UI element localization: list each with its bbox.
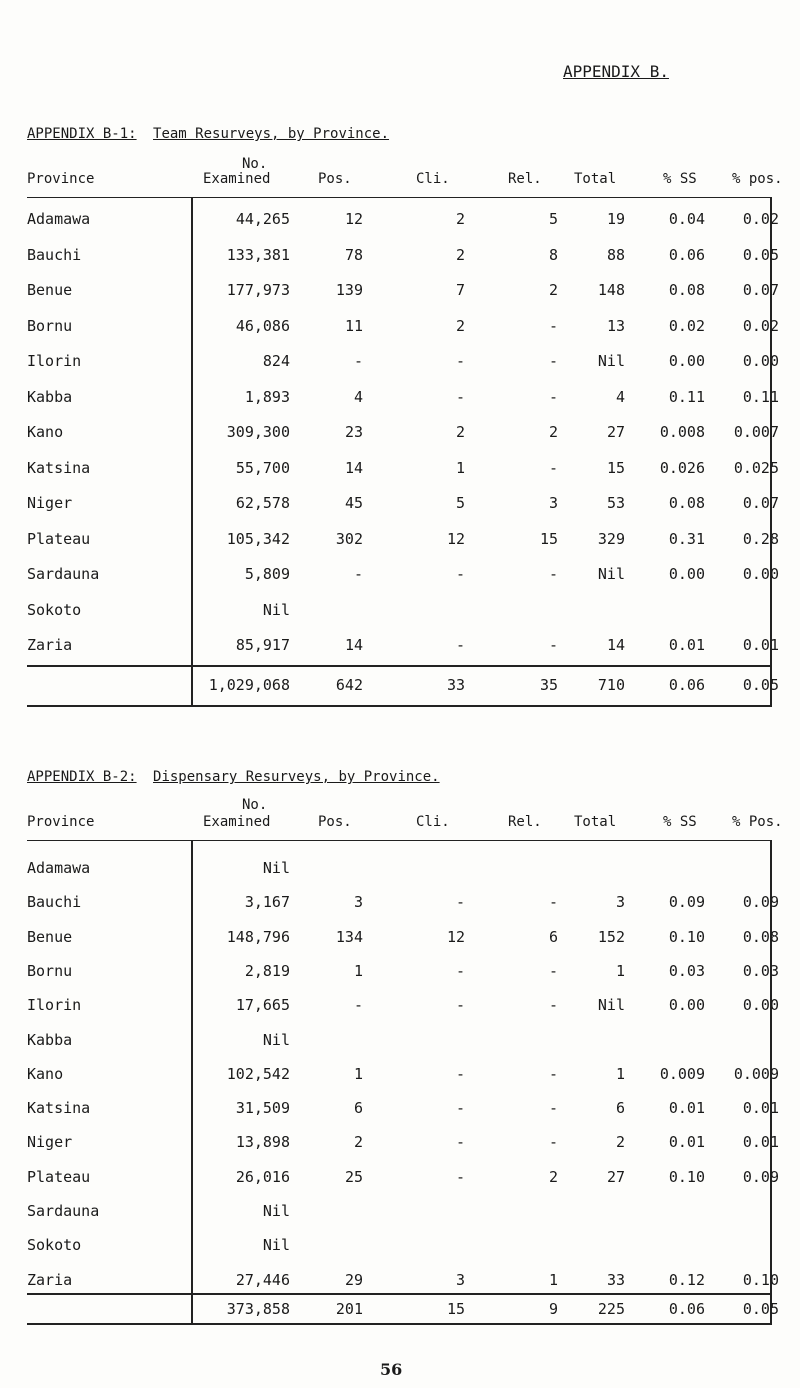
table-row <box>0 459 800 483</box>
table-row <box>0 996 800 1020</box>
cli-count: - <box>455 1064 465 1083</box>
total-count: 3 <box>615 893 625 912</box>
table-row <box>0 388 800 412</box>
province-name: Bauchi <box>27 245 82 264</box>
appendix-heading: APPENDIX B. <box>563 62 669 81</box>
examined-count: 85,917 <box>235 636 290 654</box>
table-row <box>0 1031 800 1055</box>
col-pos-header-2: Pos. <box>318 814 352 830</box>
table-row <box>0 352 800 376</box>
examined-count: 148,796 <box>226 927 290 946</box>
total-count: 4 <box>615 387 625 406</box>
cli-count: - <box>455 961 465 980</box>
pos-count: 14 <box>344 458 363 477</box>
examined-count: 17,665 <box>235 996 290 1015</box>
table-row <box>0 246 800 270</box>
rel-count: 3 <box>548 494 558 512</box>
total-cli: 15 <box>446 1300 465 1318</box>
pct-pos: 0.00 <box>742 352 779 370</box>
pos-count: 29 <box>344 1270 363 1289</box>
total-examined: 373,858 <box>226 1300 290 1318</box>
table-row <box>0 530 800 554</box>
pct-pos: 0.28 <box>742 529 779 548</box>
table-row <box>0 636 800 660</box>
table2-total-row <box>0 1300 800 1324</box>
examined-count: 102,542 <box>226 1064 290 1083</box>
pos-count: 4 <box>353 387 363 406</box>
table-row <box>0 1133 800 1157</box>
province-name: Kano <box>27 423 64 441</box>
col-province-header-2: Province <box>27 814 95 830</box>
table1-top-rule <box>27 197 772 198</box>
table1-left-rule <box>191 197 193 707</box>
pct-pos: 0.09 <box>742 893 779 912</box>
total-pctpos: 0.05 <box>742 676 779 694</box>
pct-pos: 0.00 <box>742 565 779 583</box>
total-cli: 33 <box>446 676 465 694</box>
total-count: 2 <box>615 1133 625 1152</box>
rel-count: - <box>548 387 558 406</box>
table-row <box>0 1236 800 1260</box>
total-count: Nil <box>597 565 625 583</box>
province-name: Adamawa <box>27 210 91 228</box>
examined-count: 46,086 <box>235 316 290 335</box>
col-examined-header-2: Examined <box>203 814 271 830</box>
rel-count: - <box>548 961 558 980</box>
table-row <box>0 565 800 589</box>
province-name: Bauchi <box>27 893 82 912</box>
pct-ss: 0.03 <box>668 961 705 980</box>
examined-count: Nil <box>262 600 290 619</box>
province-name: Katsina <box>27 1099 91 1118</box>
pct-pos: 0.05 <box>742 245 779 264</box>
col-cli-header-2: Cli. <box>416 814 450 830</box>
province-name: Benue <box>27 281 73 299</box>
total-ss: 0.06 <box>668 1300 705 1318</box>
pct-pos: 0.007 <box>733 423 779 441</box>
total-count: 88 <box>606 245 625 264</box>
cli-count: 12 <box>446 529 465 548</box>
total-count: Nil <box>597 996 625 1015</box>
cli-count: 7 <box>455 281 465 299</box>
table2-title-line <box>27 769 440 785</box>
col-pos-header: Pos. <box>318 171 352 187</box>
examined-count: 5,809 <box>244 565 290 583</box>
total-rel: 35 <box>539 676 558 694</box>
col-province-header: Province <box>27 171 95 187</box>
pos-count: - <box>353 996 363 1015</box>
total-count: 13 <box>606 316 625 335</box>
pct-pos: 0.09 <box>742 1167 779 1186</box>
pct-ss: 0.08 <box>668 281 705 299</box>
table2-bottom-rule <box>27 1323 772 1325</box>
cli-count: 12 <box>446 927 465 946</box>
cli-count: 2 <box>455 316 465 335</box>
province-name: Sokoto <box>27 600 82 619</box>
total-pctpos: 0.05 <box>742 1300 779 1318</box>
rel-count: - <box>548 636 558 654</box>
pct-ss: 0.06 <box>668 245 705 264</box>
table1-total-rule <box>27 665 772 667</box>
total-total: 225 <box>597 1300 625 1318</box>
table-row <box>0 1065 800 1089</box>
table-row <box>0 423 800 447</box>
cli-count: - <box>455 636 465 654</box>
pct-ss: 0.10 <box>668 1167 705 1186</box>
pos-count: 14 <box>344 636 363 654</box>
pct-ss: 0.00 <box>668 352 705 370</box>
cli-count: 5 <box>455 494 465 512</box>
rel-count: 8 <box>548 245 558 264</box>
examined-count: Nil <box>262 1030 290 1049</box>
rel-count: 6 <box>548 927 558 946</box>
pos-count: 1 <box>353 961 363 980</box>
rel-count: - <box>548 316 558 335</box>
examined-count: 44,265 <box>235 210 290 228</box>
total-rel: 9 <box>548 1300 558 1318</box>
examined-count: Nil <box>262 859 290 877</box>
province-name: Kabba <box>27 387 73 406</box>
table-row <box>0 317 800 341</box>
table-row <box>0 1099 800 1123</box>
rel-count: 2 <box>548 1167 558 1186</box>
total-count: 14 <box>606 636 625 654</box>
rel-count: 2 <box>548 281 558 299</box>
province-name: Adamawa <box>27 859 91 877</box>
table-row <box>0 281 800 305</box>
col-rel-header: Rel. <box>508 171 542 187</box>
pct-ss: 0.008 <box>659 423 705 441</box>
cli-count: - <box>455 996 465 1015</box>
pct-pos: 0.07 <box>742 494 779 512</box>
col-total-header-2: Total <box>574 814 617 830</box>
cli-count: - <box>455 387 465 406</box>
table1-right-rule <box>770 197 772 707</box>
examined-count: 105,342 <box>226 529 290 548</box>
pos-count: 6 <box>353 1099 363 1118</box>
cli-count: - <box>455 1167 465 1186</box>
total-pos: 642 <box>335 676 363 694</box>
rel-count: - <box>548 352 558 370</box>
pos-count: 78 <box>344 245 363 264</box>
examined-count: 177,973 <box>226 281 290 299</box>
pct-ss: 0.01 <box>668 1133 705 1152</box>
rel-count: - <box>548 458 558 477</box>
pos-count: 12 <box>344 210 363 228</box>
examined-count: 26,016 <box>235 1167 290 1186</box>
table1-total-row <box>0 676 800 700</box>
total-count: 329 <box>597 529 625 548</box>
pct-ss: 0.00 <box>668 565 705 583</box>
pct-pos: 0.00 <box>742 996 779 1015</box>
examined-count: 1,893 <box>244 387 290 406</box>
pos-count: 23 <box>344 423 363 441</box>
table-row <box>0 859 800 883</box>
cli-count: - <box>455 1099 465 1118</box>
pos-count: 302 <box>335 529 363 548</box>
rel-count: - <box>548 996 558 1015</box>
table1-title: Team Resurveys, by Province. <box>153 126 390 142</box>
total-count: 33 <box>606 1270 625 1289</box>
pct-pos: 0.02 <box>742 210 779 228</box>
examined-count: Nil <box>262 1236 290 1255</box>
table1-title-line <box>27 126 389 142</box>
province-name: Niger <box>27 1133 73 1152</box>
pct-pos: 0.025 <box>733 458 779 477</box>
total-total: 710 <box>597 676 625 694</box>
col-no-header: No. <box>242 156 268 172</box>
pos-count: 45 <box>344 494 363 512</box>
total-examined: 1,029,068 <box>208 676 290 694</box>
pct-pos: 0.01 <box>742 1099 779 1118</box>
col-no-header-2: No. <box>242 797 268 813</box>
rel-count: - <box>548 1064 558 1083</box>
examined-count: Nil <box>262 1202 290 1220</box>
cli-count: 2 <box>455 210 465 228</box>
examined-count: 13,898 <box>235 1133 290 1152</box>
pct-pos: 0.009 <box>733 1064 779 1083</box>
province-name: Ilorin <box>27 996 82 1015</box>
total-count: 27 <box>606 1167 625 1186</box>
cli-count: - <box>455 352 465 370</box>
total-count: 1 <box>615 961 625 980</box>
pos-count: 11 <box>344 316 363 335</box>
total-pos: 201 <box>335 1300 363 1318</box>
total-count: 6 <box>615 1099 625 1118</box>
cli-count: - <box>455 1133 465 1152</box>
col-examined-header: Examined <box>203 171 271 187</box>
total-count: 148 <box>597 281 625 299</box>
col-pctpos-header: % pos. <box>732 171 783 187</box>
province-name: Plateau <box>27 529 91 548</box>
rel-count: - <box>548 1099 558 1118</box>
pct-ss: 0.02 <box>668 316 705 335</box>
col-rel-header-2: Rel. <box>508 814 542 830</box>
rel-count: - <box>548 1133 558 1152</box>
table-row <box>0 928 800 952</box>
rel-count: - <box>548 565 558 583</box>
total-count: 19 <box>606 210 625 228</box>
col-ss-header-2: % SS <box>663 814 697 830</box>
rel-count: 1 <box>548 1270 558 1289</box>
col-cli-header: Cli. <box>416 171 450 187</box>
cli-count: - <box>455 565 465 583</box>
total-count: 53 <box>606 494 625 512</box>
pct-pos: 0.01 <box>742 636 779 654</box>
examined-count: 55,700 <box>235 458 290 477</box>
province-name: Sardauna <box>27 565 100 583</box>
pct-ss: 0.04 <box>668 210 705 228</box>
pct-ss: 0.11 <box>668 387 705 406</box>
province-name: Sokoto <box>27 1236 82 1255</box>
table1-bottom-rule <box>27 705 772 707</box>
pct-pos: 0.07 <box>742 281 779 299</box>
pos-count: - <box>353 352 363 370</box>
province-name: Ilorin <box>27 352 82 370</box>
table-row <box>0 1168 800 1192</box>
examined-count: 133,381 <box>226 245 290 264</box>
pct-ss: 0.009 <box>659 1064 705 1083</box>
total-count: 1 <box>615 1064 625 1083</box>
cli-count: 2 <box>455 423 465 441</box>
col-total-header: Total <box>574 171 617 187</box>
pct-pos: 0.08 <box>742 927 779 946</box>
pos-count: 1 <box>353 1064 363 1083</box>
examined-count: 824 <box>262 352 290 370</box>
pct-ss: 0.08 <box>668 494 705 512</box>
pct-ss: 0.31 <box>668 529 705 548</box>
pct-pos: 0.10 <box>742 1270 779 1289</box>
examined-count: 62,578 <box>235 494 290 512</box>
province-name: Katsina <box>27 458 91 477</box>
rel-count: - <box>548 893 558 912</box>
pos-count: 139 <box>335 281 363 299</box>
examined-count: 3,167 <box>244 893 290 912</box>
total-count: 15 <box>606 458 625 477</box>
province-name: Sardauna <box>27 1202 100 1220</box>
total-count: 27 <box>606 423 625 441</box>
pos-count: 134 <box>335 927 363 946</box>
rel-count: 5 <box>548 210 558 228</box>
pct-pos: 0.01 <box>742 1133 779 1152</box>
pct-pos: 0.02 <box>742 316 779 335</box>
province-name: Benue <box>27 927 73 946</box>
table-row <box>0 210 800 234</box>
province-name: Niger <box>27 494 73 512</box>
province-name: Zaria <box>27 636 73 654</box>
cli-count: 2 <box>455 245 465 264</box>
total-count: 152 <box>597 927 625 946</box>
table2-label: APPENDIX B-2: <box>27 769 137 785</box>
pct-pos: 0.11 <box>742 387 779 406</box>
table-row <box>0 1202 800 1226</box>
province-name: Plateau <box>27 1167 91 1186</box>
pos-count: - <box>353 565 363 583</box>
table-row <box>0 962 800 986</box>
pos-count: 3 <box>353 893 363 912</box>
province-name: Bornu <box>27 961 73 980</box>
table-row <box>0 893 800 917</box>
cli-count: 3 <box>455 1270 465 1289</box>
pct-ss: 0.026 <box>659 458 705 477</box>
pct-ss: 0.01 <box>668 1099 705 1118</box>
pct-ss: 0.10 <box>668 927 705 946</box>
table2-top-rule <box>27 840 772 841</box>
rel-count: 15 <box>539 529 558 548</box>
col-ss-header: % SS <box>663 171 697 187</box>
examined-count: 309,300 <box>226 423 290 441</box>
province-name: Kano <box>27 1064 64 1083</box>
pct-ss: 0.09 <box>668 893 705 912</box>
pct-ss: 0.01 <box>668 636 705 654</box>
cli-count: - <box>455 893 465 912</box>
table-row <box>0 601 800 625</box>
rel-count: 2 <box>548 423 558 441</box>
total-ss: 0.06 <box>668 676 705 694</box>
pct-pos: 0.03 <box>742 961 779 980</box>
pos-count: 2 <box>353 1133 363 1152</box>
table-row <box>0 1271 800 1295</box>
page-number: 56 <box>380 1360 403 1379</box>
total-count: Nil <box>597 352 625 370</box>
cli-count: 1 <box>455 458 465 477</box>
examined-count: 2,819 <box>244 961 290 980</box>
pct-ss: 0.12 <box>668 1270 705 1289</box>
table1-label: APPENDIX B-1: <box>27 126 137 142</box>
examined-count: 27,446 <box>235 1270 290 1289</box>
table2-title: Dispensary Resurveys, by Province. <box>153 769 440 785</box>
col-pctpos-header-2: % Pos. <box>732 814 783 830</box>
pct-ss: 0.00 <box>668 996 705 1015</box>
examined-count: 31,509 <box>235 1099 290 1118</box>
province-name: Zaria <box>27 1270 73 1289</box>
pos-count: 25 <box>344 1167 363 1186</box>
table2-total-rule <box>27 1293 772 1295</box>
table-row <box>0 494 800 518</box>
province-name: Kabba <box>27 1030 73 1049</box>
province-name: Bornu <box>27 316 73 335</box>
